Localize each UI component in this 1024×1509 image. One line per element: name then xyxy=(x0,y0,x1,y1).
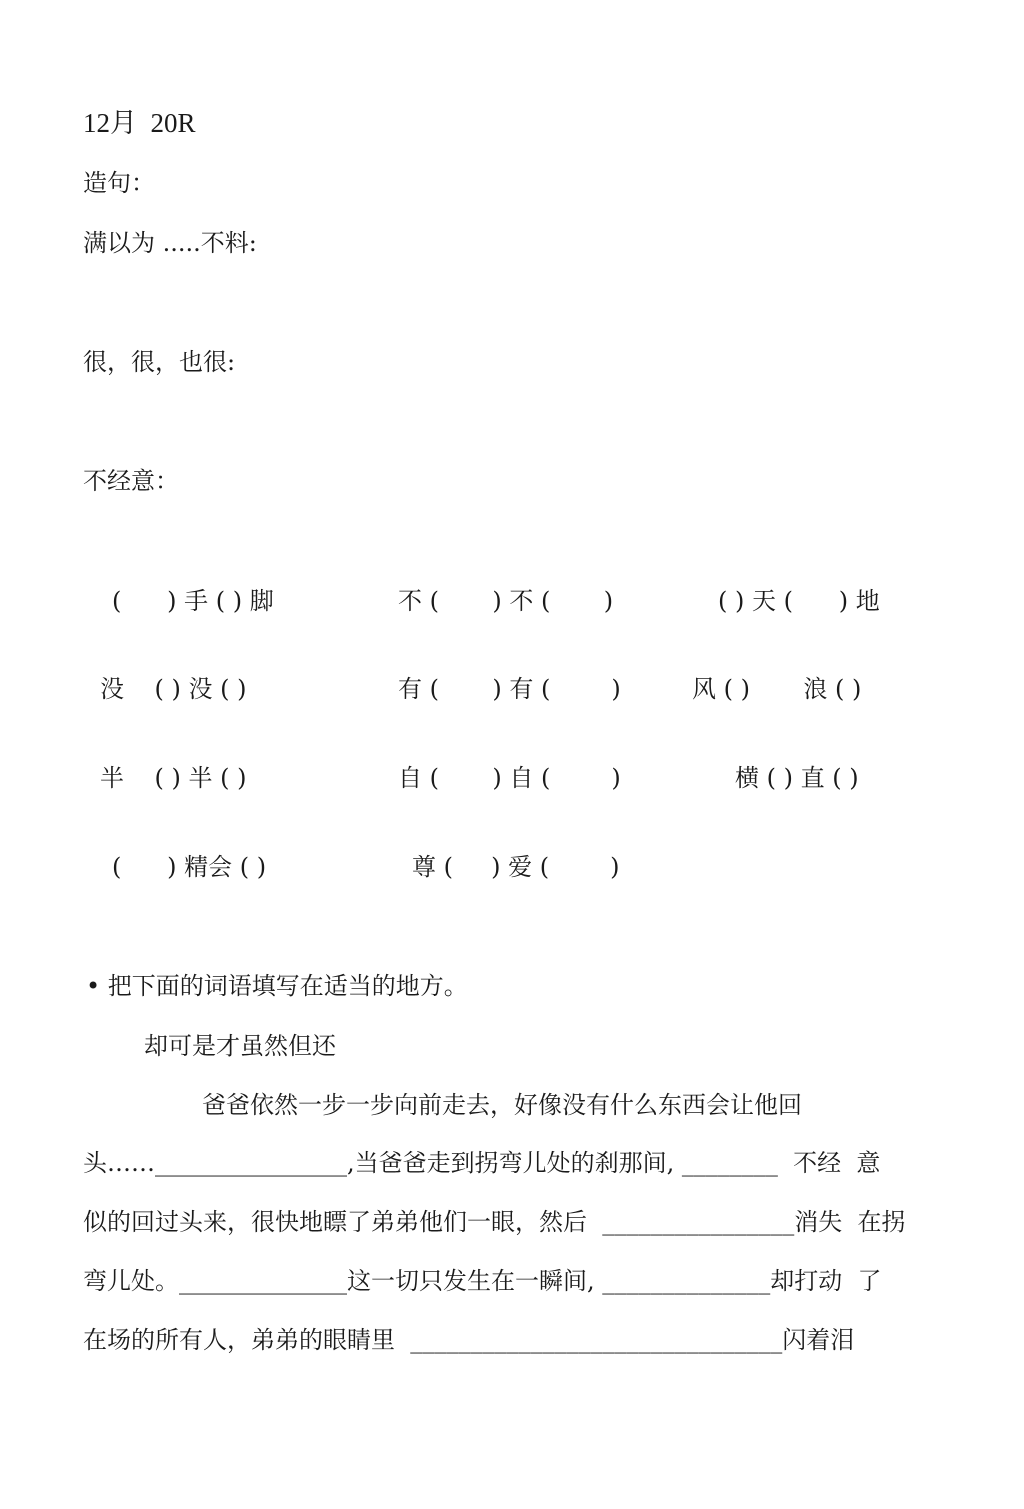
paragraph-line: 头……________________,当爸爸走到拐弯儿处的刹那间, ________ 不经 意 xyxy=(83,1149,881,1177)
paragraph-line: 在场的所有人，弟弟的眼睛里 _______________________________闪着泪 xyxy=(83,1326,855,1354)
idiom-item: 风 ( ) 浪 ( ) xyxy=(692,675,862,703)
idiom-item: 半 ( ) 半 ( ) xyxy=(100,764,247,792)
idiom-item: ( ) 手 ( ) 脚 xyxy=(112,587,274,615)
idiom-item: 不 ( ) 不 ( ) xyxy=(398,587,614,615)
word-bank: 却可是才虽然但还 xyxy=(144,1032,336,1060)
section-title-sentence-making: 造句： xyxy=(83,169,155,197)
idiom-item: 自 ( ) 自 ( ) xyxy=(398,764,621,792)
idiom-item: 横 ( ) 直 ( ) xyxy=(735,764,859,792)
idiom-item: ( ) 天 ( ) 地 xyxy=(718,587,880,615)
idiom-item: 有 ( ) 有 ( ) xyxy=(398,675,621,703)
date-label: 12月 20R xyxy=(83,108,196,138)
paragraph-line: 爸爸依然一步一步向前走去，好像没有什么东西会让他回 xyxy=(202,1091,802,1119)
paragraph-line: 似的回过头来，很快地瞟了弟弟他们一眼，然后 ________________消失 在拐 xyxy=(83,1208,906,1236)
idiom-item: ( ) 精会 ( ) xyxy=(112,853,267,881)
idiom-item: 没 ( ) 没 ( ) xyxy=(100,675,247,703)
prompt-item: 满以为 .....不料: xyxy=(83,229,257,257)
idiom-item: 尊 ( ) 爱 ( ) xyxy=(412,853,620,881)
prompt-item: 很，很，也很: xyxy=(83,348,236,376)
paragraph-line: 弯儿处。______________这一切只发生在一瞬间, ______________却打动 了 xyxy=(83,1267,882,1295)
instruction-text: • 把下面的词语填写在适当的地方。 xyxy=(86,972,468,1000)
prompt-item: 不经意： xyxy=(83,467,179,495)
